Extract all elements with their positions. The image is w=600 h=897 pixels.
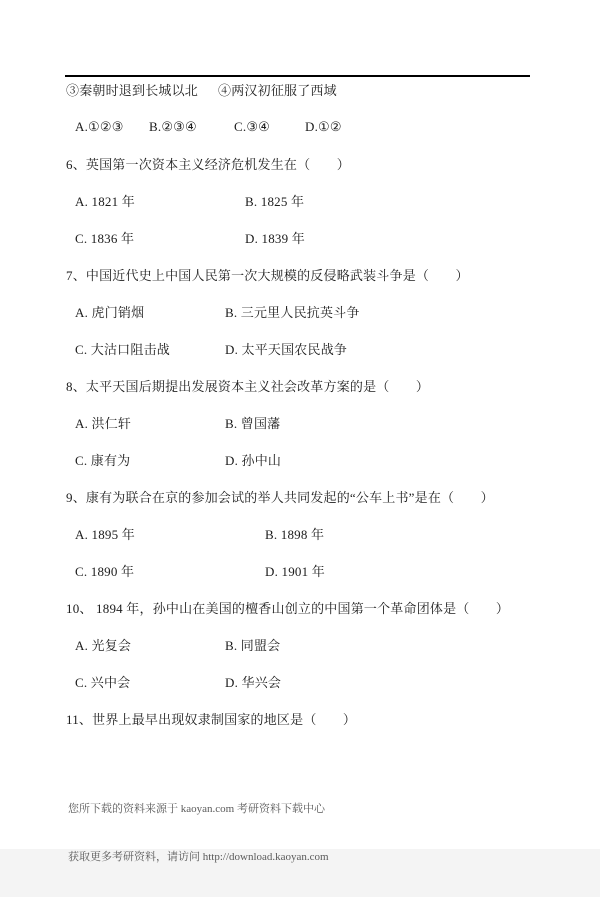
exam-content (66, 71, 545, 737)
option-d: D.①② (305, 118, 342, 134)
option-b: B. 1825 年 (245, 194, 305, 209)
option-b: B. 同盟会 (225, 638, 281, 653)
footer (68, 769, 329, 897)
option-b: B. 1898 年 (265, 527, 325, 542)
question-7-title (66, 256, 545, 293)
option-c: C.③④ (234, 118, 271, 134)
question-8-options-ab (66, 404, 545, 441)
option-d: D. 孙中山 (225, 453, 282, 468)
option-a: A.①②③ (75, 118, 124, 134)
question-text: 6、英国第一次资本主义经济危机发生在（ ） (66, 157, 350, 172)
question-8-title (66, 367, 545, 404)
question-10-title (66, 589, 545, 626)
question-10-options-cd (66, 663, 545, 700)
option-a: A. 1821 年 (75, 194, 135, 209)
option-a: A. 光复会 (75, 638, 132, 653)
question-9-options-ab (66, 515, 545, 552)
question-text: 7、中国近代史上中国人民第一次大规模的反侵略武装斗争是（ ） (66, 268, 469, 283)
question-6-options-ab (66, 182, 545, 219)
footer-url-line: 获取更多考研资料，请访问 http://download.kaoyan.com (68, 851, 329, 863)
question-9-title (66, 478, 545, 515)
question-9-options-cd (66, 552, 545, 589)
question-text: 11、世界上最早出现奴隶制国家的地区是（ ） (66, 712, 357, 727)
question-5-options-row (66, 108, 545, 145)
option-a: A. 虎门销烟 (75, 305, 145, 320)
option-b: B. 三元里人民抗英斗争 (225, 305, 360, 320)
question-6-options-cd (66, 219, 545, 256)
option-c: C. 1836 年 (75, 231, 135, 246)
option-d: D. 华兴会 (225, 675, 282, 690)
statement-item-4: ④两汉初征服了西域 (218, 83, 337, 98)
question-11-title (66, 700, 545, 737)
option-d: D. 太平天国农民战争 (225, 342, 348, 357)
statement-line (66, 71, 545, 108)
question-10-options-ab (66, 626, 545, 663)
question-text: 9、康有为联合在京的参加会试的举人共同发起的“公车上书”是在（ ） (66, 490, 494, 505)
option-c: C. 1890 年 (75, 564, 135, 579)
option-c: C. 兴中会 (75, 675, 131, 690)
question-7-options-ab (66, 293, 545, 330)
option-d: D. 1901 年 (265, 564, 325, 579)
option-c: C. 大沽口阻击战 (75, 342, 170, 357)
option-b: B. 曾国藩 (225, 416, 281, 431)
option-a: A. 1895 年 (75, 527, 135, 542)
question-text: 10、 1894 年，孙中山在美国的檀香山创立的中国第一个革命团体是（ ） (66, 601, 510, 616)
statement-item-3: ③秦朝时退到长城以北 (66, 83, 199, 98)
question-6-title (66, 145, 545, 182)
question-7-options-cd (66, 330, 545, 367)
option-d: D. 1839 年 (245, 231, 305, 246)
question-text: 8、太平天国后期提出发展资本主义社会改革方案的是（ ） (66, 379, 430, 394)
option-a: A. 洪仁轩 (75, 416, 132, 431)
footer-source-line: 您所下载的资料来源于 kaoyan.com 考研资料下载中心 (68, 803, 325, 815)
question-8-options-cd (66, 441, 545, 478)
option-b: B.②③④ (149, 118, 197, 134)
option-c: C. 康有为 (75, 453, 131, 468)
